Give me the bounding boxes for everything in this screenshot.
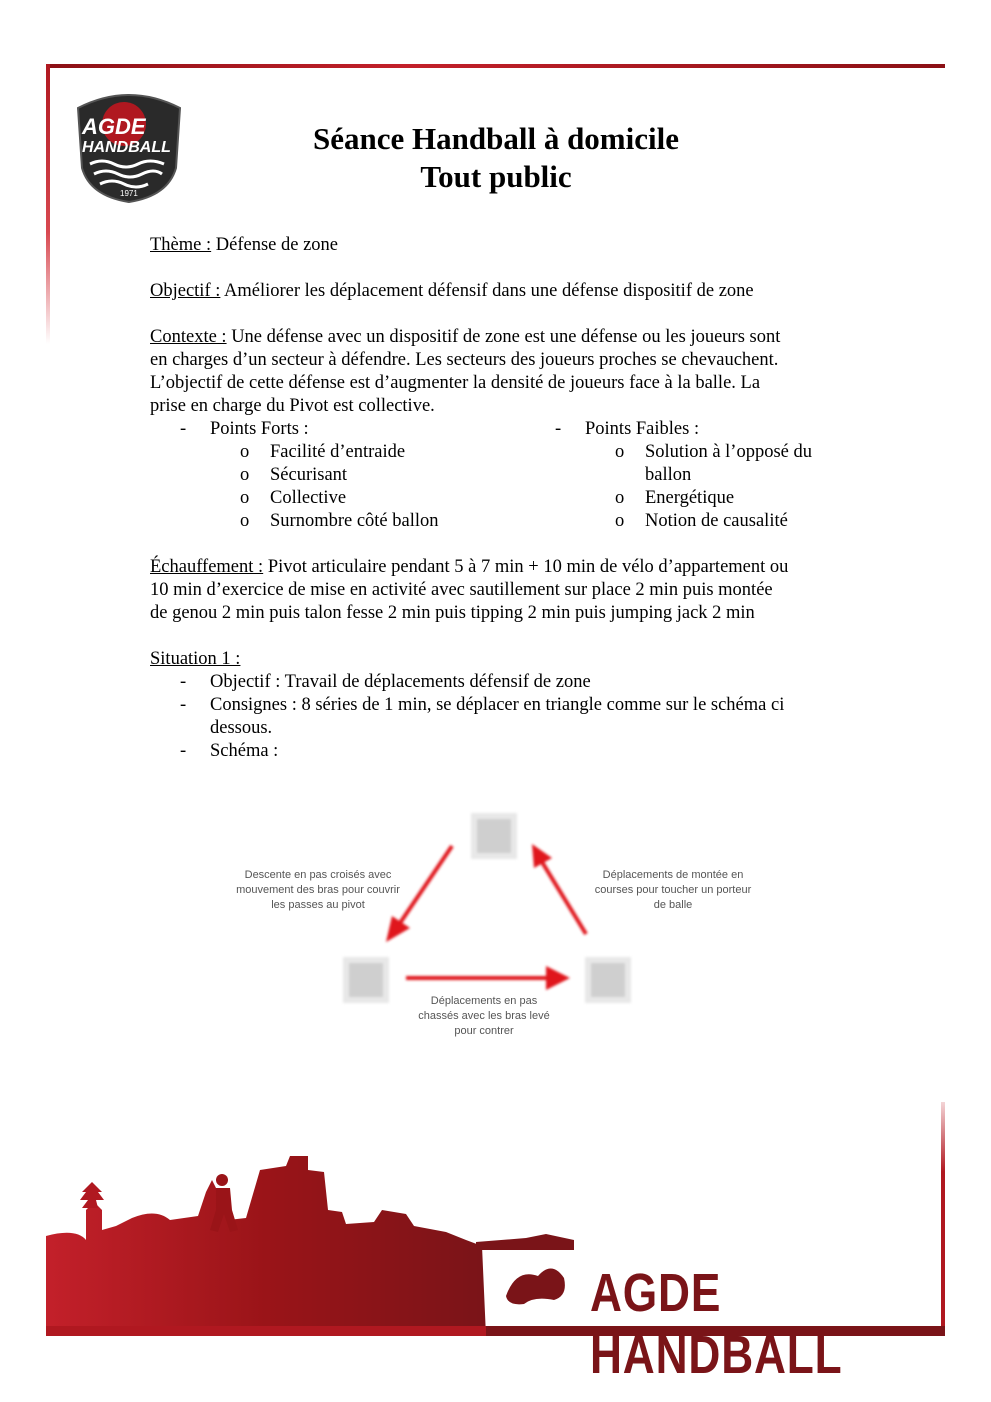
points-faibles-label: Points Faibles : — [585, 419, 700, 439]
list-item: Facilité d’entraide — [270, 442, 406, 462]
label-descente: Descente en pas croisés avec mouvement des bras pour couvrir les passes au pivot — [236, 869, 400, 911]
theme-text: Défense de zone — [211, 235, 339, 255]
label-montee: Déplacements de montée en courses pour toucher un porteur de balle — [594, 869, 752, 911]
agde-handball-logo — [68, 88, 190, 204]
situation1-list: - Objectif : Travail de déplacements défensif de zone - Consignes : 8 séries de 1 min, se déplacer en triangle comme sur le schéma ci dessous. - Schéma : — [180, 672, 785, 761]
footer-brand-text: AGDE HANDBALL — [590, 1263, 843, 1385]
contexte-label: Contexte : — [150, 327, 227, 347]
player-square-top — [474, 816, 514, 856]
list-item: Energétique — [645, 488, 735, 508]
list-item: Schéma : — [210, 741, 279, 761]
theme-label: Thème : — [150, 235, 212, 255]
arrow-chasses — [406, 966, 570, 990]
triangle-schema — [220, 800, 780, 1060]
list-item: Consignes : 8 séries de 1 min, se déplacer en triangle comme sur le schéma ci — [210, 695, 785, 715]
contexte-line: prise en charge du Pivot est collective. — [150, 396, 435, 416]
logo-text-handball: HANDBALL — [82, 139, 171, 156]
theme-paragraph — [150, 234, 850, 257]
points-faibles-list: - Points Faibles : o Solution à l’opposé du ballon o Energétique o Notion de causalité — [555, 419, 813, 531]
contexte-paragraph — [150, 326, 850, 418]
points-forts-list: - Points Forts : o Facilité d’entraide o Sécurisant o Collective o Surnombre côté ballon — [180, 419, 439, 531]
logo-text-agde: AGDE — [82, 114, 146, 139]
title-line-1: Séance Handball à domicile — [313, 121, 679, 156]
page-title — [200, 120, 792, 196]
objectif-text: Améliorer les déplacement défensif dans une défense dispositif de zone — [220, 281, 754, 301]
player-square-right — [588, 960, 628, 1000]
objectif-label: Objectif : — [150, 281, 221, 301]
label-chasses: Déplacements en pas chassés avec les bras levé pour contrer — [418, 995, 550, 1037]
contexte-line: en charges d’un secteur à défendre. Les secteurs des joueurs proches se chevauchent. — [150, 350, 779, 370]
frame-top-border — [46, 64, 945, 68]
list-item: Solution à l’opposé du — [645, 442, 813, 462]
list-item: Notion de causalité — [645, 511, 788, 531]
echauffement-line: 10 min d’exercice de mise en activité avec sautillement sur place 2 min puis montée — [150, 580, 773, 600]
objectif-paragraph — [150, 280, 850, 303]
list-item: dessous. — [210, 718, 273, 738]
situation1-label: Situation 1 : — [150, 649, 241, 669]
list-item: Collective — [270, 488, 347, 508]
contexte-line: L’objectif de cette défense est d’augmenter la densité de joueurs face à la balle. La — [150, 373, 761, 393]
echauffement-line: de genou 2 min puis talon fesse 2 min puis tipping 2 min puis jumping jack 2 min — [150, 603, 755, 623]
echauffement-label: Échauffement : — [150, 557, 264, 577]
points-forts-label: Points Forts : — [210, 419, 309, 439]
list-item: ballon — [645, 465, 692, 485]
logo-year: 1971 — [120, 189, 138, 198]
title-line-2: Tout public — [420, 159, 572, 194]
situation1-heading — [150, 648, 850, 671]
contexte-line: Une défense avec un dispositif de zone est une défense ou les joueurs sont — [226, 327, 781, 347]
list-item: Objectif : Travail de déplacements défensif de zone — [210, 672, 591, 692]
echauffement-paragraph — [150, 556, 850, 625]
frame-left-border — [46, 64, 50, 344]
echauffement-line: Pivot articulaire pendant 5 à 7 min + 10 min de vélo d’appartement ou — [263, 557, 789, 577]
list-item: Surnombre côté ballon — [270, 511, 439, 531]
list-item: Sécurisant — [270, 465, 348, 485]
player-square-left — [346, 960, 386, 1000]
